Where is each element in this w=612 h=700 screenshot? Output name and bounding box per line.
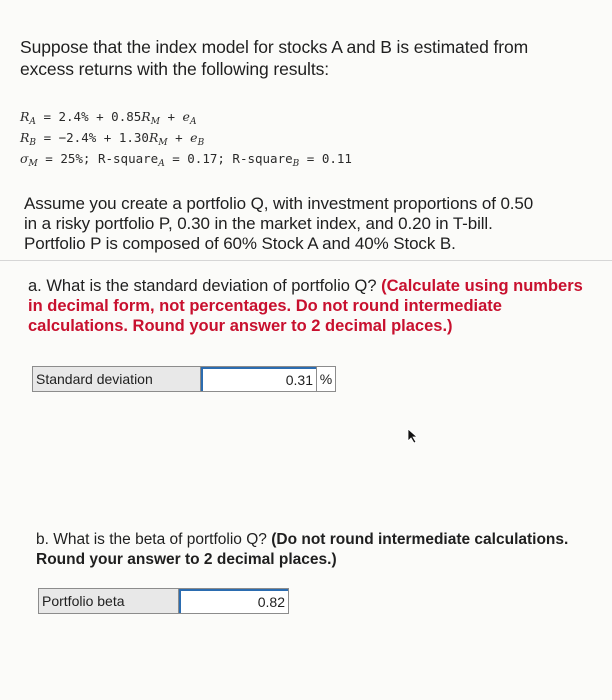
equation-sigma: $\sigma_M = 25\%$; R-square$_A$ = 0.17; R-square$_B$ = 0.11	[20, 151, 352, 169]
answer-a-row	[32, 366, 336, 392]
answer-b-label: Portfolio beta	[39, 589, 179, 613]
question-b	[36, 530, 576, 570]
var-ra: R	[20, 109, 30, 124]
section-divider	[0, 260, 612, 261]
intro-text: Suppose that the index model for stocks A and B is estimated from excess returns with the following results:	[20, 37, 529, 79]
assume-line-2: in a risky portfolio P, 0.30 in the market index, and 0.20 in T-bill.	[24, 214, 493, 233]
standard-deviation-input[interactable]: 0.31	[201, 367, 316, 391]
mouse-pointer-icon	[405, 429, 419, 443]
question-a	[28, 276, 583, 336]
equation-block	[20, 106, 352, 169]
answer-a-label: Standard deviation	[33, 367, 201, 391]
question-b-prefix: b. What is the beta of portfolio Q?	[36, 531, 267, 548]
answer-b-row	[38, 588, 289, 614]
question-a-instruction: (Calculate using numbers in decimal form, not percentages. Do not round intermediate calculations. Round your answer to 2 decimal places.)	[28, 277, 583, 335]
assume-line-3: Portfolio P is composed of 60% Stock A and 40% Stock B.	[24, 234, 456, 253]
question-a-prefix: a. What is the standard deviation of portfolio Q?	[28, 277, 377, 295]
equation-ra: $R_A = 2.4\% + 0.85R_M + e_A$	[20, 109, 197, 127]
portfolio-beta-input[interactable]: 0.82	[179, 589, 288, 613]
assumption-text	[24, 194, 584, 254]
var-rb: R	[20, 130, 30, 145]
percent-unit: %	[316, 367, 335, 391]
var-sigma: σ	[20, 151, 29, 166]
question-b-instruction: (Do not round intermediate calculations. Round your answer to 2 decimal places.)	[36, 531, 569, 568]
assume-line-1: Assume you create a portfolio Q, with investment proportions of 0.50	[24, 194, 534, 213]
equation-rb: $R_B = -2.4\% + 1.30R_M + e_B$	[20, 130, 205, 148]
